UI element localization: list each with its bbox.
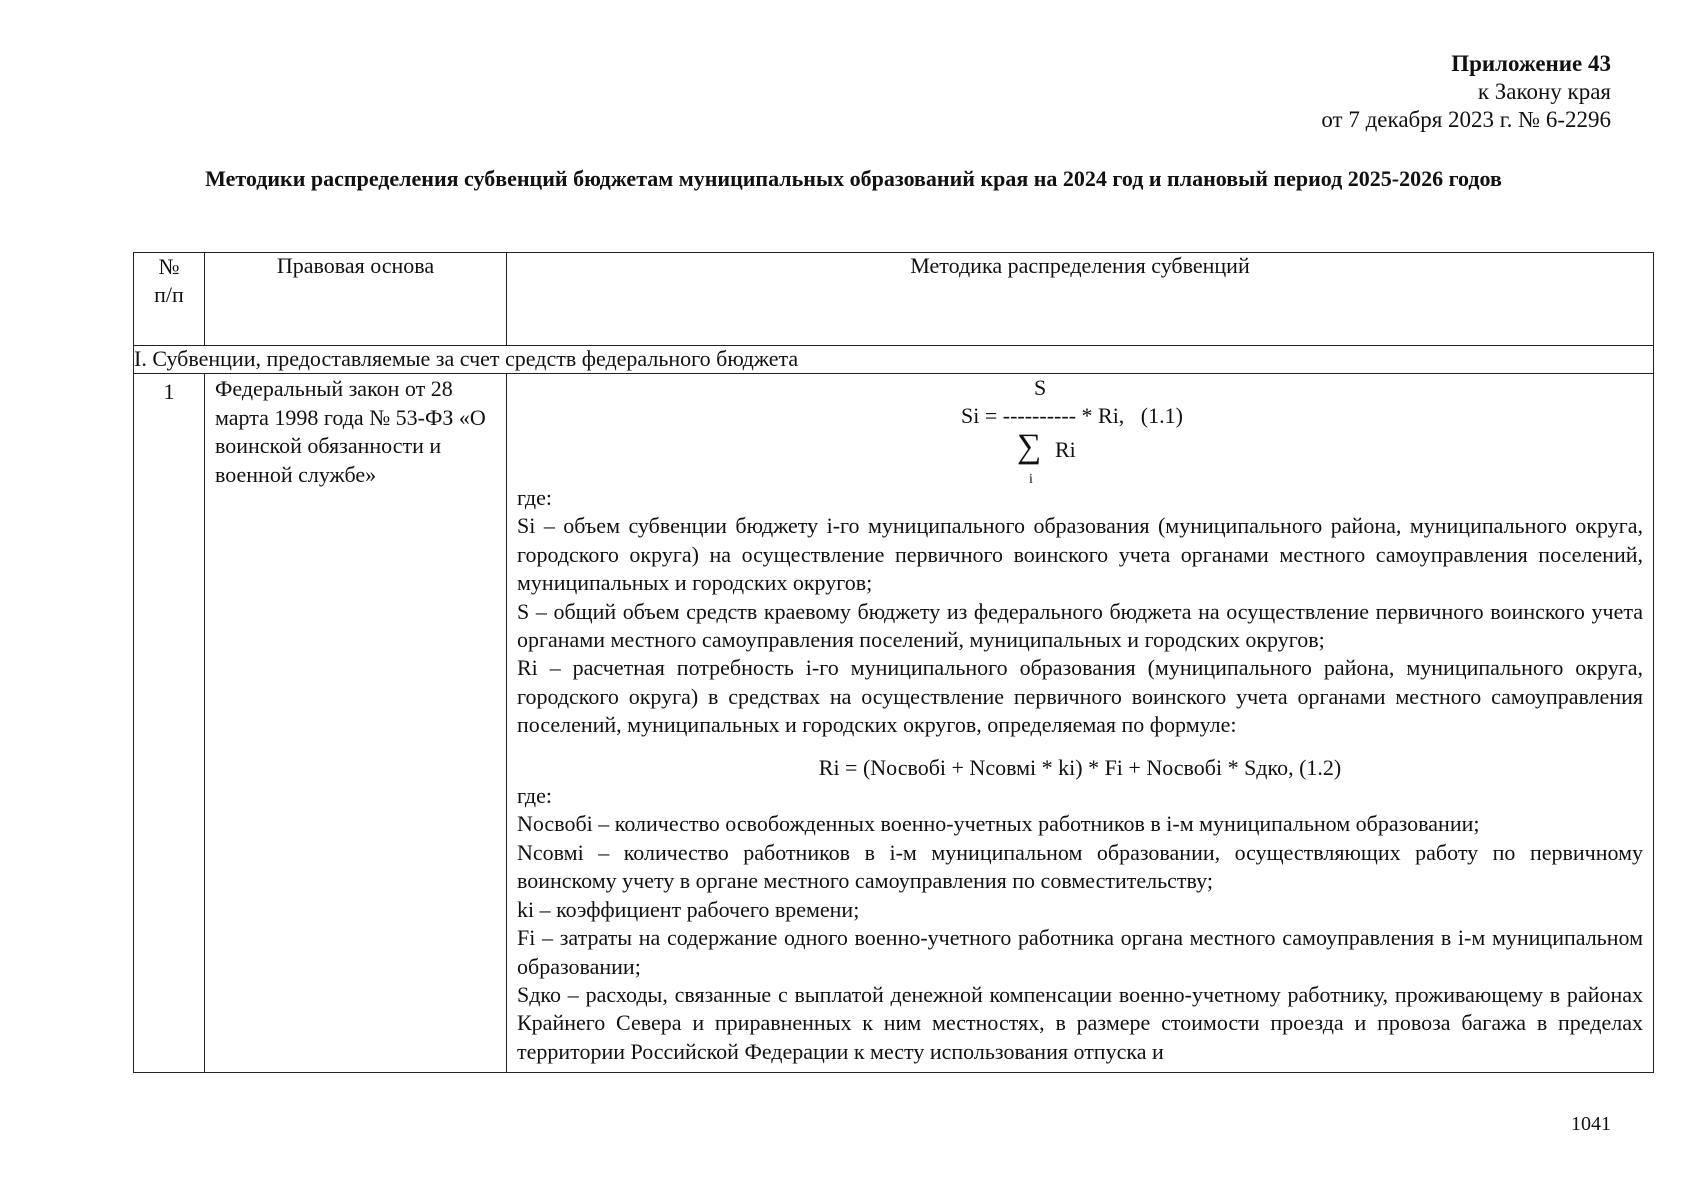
row-number: 1	[134, 374, 205, 1073]
table-header-row	[134, 253, 1654, 346]
formula-main: Si = ---------- * Ri, (1.1)	[961, 403, 1183, 428]
row-legal-basis: Федеральный закон от 28 марта 1998 года № 53-ФЗ «О воинской обязанности и военной службе»	[205, 374, 507, 1073]
formula-numerator: S	[1034, 375, 1047, 400]
sigma-symbol: ∑	[1017, 428, 1042, 465]
row-method	[507, 374, 1654, 1073]
page-number: 1041	[1571, 1113, 1611, 1135]
formula-1-2: Ri = (Nосвобi + Nсовмi * ki) * Fi + Nосвобi * Sдко, (1.2)	[818, 754, 1342, 780]
law-reference: к Закону края	[1477, 79, 1611, 104]
formula-1-1	[517, 374, 1643, 487]
definition-ri: Ri – расчетная потребность i-го муниципального образования (муниципального района, муниципального округа, городского округа) в средствах на осуществление первичного воинского учета органами местного самоуправления поселений, муниципальных и городских округов, определяемая по формуле:	[517, 655, 1643, 738]
law-date: от 7 декабря 2023 г. № 6-2296	[1321, 107, 1611, 132]
where-label-2: где:	[517, 783, 552, 809]
sigma-subscript: i	[1029, 472, 1033, 487]
appendix-number: Приложение 43	[1451, 51, 1611, 76]
header-legal-basis: Правовая основа	[205, 253, 507, 346]
formula-denominator-text: Ri	[1055, 437, 1076, 462]
definition-nosv: Nосвобi – количество освобожденных военно-учетных работников в i-м муниципальном образовании;	[517, 811, 1480, 837]
where-label: где:	[517, 485, 552, 510]
section-row	[134, 346, 1654, 374]
definition-fi: Fi – затраты на содержание одного военно-учетного работника органа местного самоуправления в i-м муниципальном образовании;	[517, 925, 1643, 979]
definition-sdko: Sдко – расходы, связанные с выплатой денежной компенсации военно-учетному работнику, проживающему в районах Крайнего Севера и приравненных к ним местностях, в размере стоимости проезда и провоза багажа в пределах территории Российской Федерации к месту использования отпуска и	[517, 981, 1643, 1064]
appendix-header	[1321, 50, 1611, 134]
header-number: № п/п	[134, 253, 205, 346]
table-row	[134, 374, 1654, 1073]
header-method: Методика распределения субвенций	[507, 253, 1654, 346]
definition-s: S – общий объем средств краевому бюджету из федерального бюджета на осуществление первичного воинского учета органами местного самоуправления поселений, муниципальных и городских округов;	[517, 598, 1643, 653]
methods-table	[133, 252, 1654, 1073]
document-title: Методики распределения субвенций бюджетам муниципальных образований края на 2024 год и плановый период 2025-2026 годов	[205, 166, 1502, 191]
section-title: I. Субвенции, предоставляемые за счет средств федерального бюджета	[134, 346, 1654, 374]
definition-si: Si – объем субвенции бюджету i-го муниципального образования (муниципального района, муниципального округа, городского округа) на осуществление первичного воинского учета органами местного самоуправления поселений, муниципальных и городских округов;	[517, 513, 1643, 596]
definition-ki: ki – коэффициент рабочего времени;	[517, 896, 860, 922]
definition-nsovm: Nсовмi – количество работников в i-м муниципальном образовании, осуществляющих работу по первичному воинскому учету в органе местного самоуправления по совместительству;	[517, 839, 1643, 894]
